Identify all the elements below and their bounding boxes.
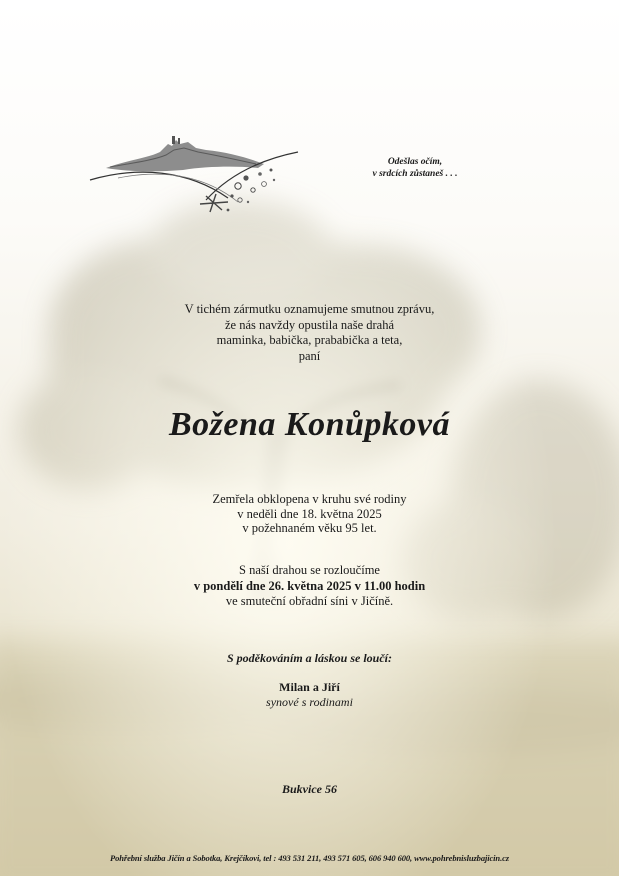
landscape-castle-hill-emblem <box>88 130 308 222</box>
announcement-line: maminka, babička, prababička a teta, <box>216 333 403 347</box>
announcement-line: že nás navždy opustila naše drahá <box>224 317 395 332</box>
motto-line-1: Odešlas očím, <box>387 157 443 167</box>
mourners <box>0 680 619 709</box>
death-line: v neděli dne 18. května 2025 <box>237 506 382 521</box>
thanks-heading: S poděkováním a láskou se loučí: <box>226 651 392 665</box>
farewell-ceremony <box>0 563 619 610</box>
farewell-place: ve smuteční obřadní síni v Jičíně. <box>225 594 394 608</box>
motto <box>350 156 480 180</box>
mourner-relation: synové s rodinami <box>266 694 353 709</box>
death-details <box>0 492 619 536</box>
motto-line-2: v srdcích zůstaneš . . . <box>372 169 458 179</box>
announcement-text <box>0 302 619 364</box>
announcement-line: V tichém zármutku oznamujeme smutnou zprávu, <box>184 302 435 316</box>
farewell-date-time: v pondělí dne 26. května 2025 v 11.00 hodin <box>193 578 426 593</box>
farewell-line-1: S naší drahou se rozloučíme <box>239 563 380 577</box>
deceased-name: Božena Konůpková <box>169 406 450 443</box>
announcement-line: paní <box>298 348 321 363</box>
funeral-service-footer: Pohřební služba Jičín a Sobotka, Krejčíkovi, tel : 493 531 211, 493 571 605, 606 940 600, www.pohrebnisluzbajicin.cz <box>110 853 509 863</box>
mourner-names: Milan a Jiří <box>279 680 340 694</box>
address: Bukvice 56 <box>282 782 337 796</box>
death-line: v požehnaném věku 95 let. <box>242 521 377 535</box>
death-line: Zemřela obklopena v kruhu své rodiny <box>212 492 407 506</box>
